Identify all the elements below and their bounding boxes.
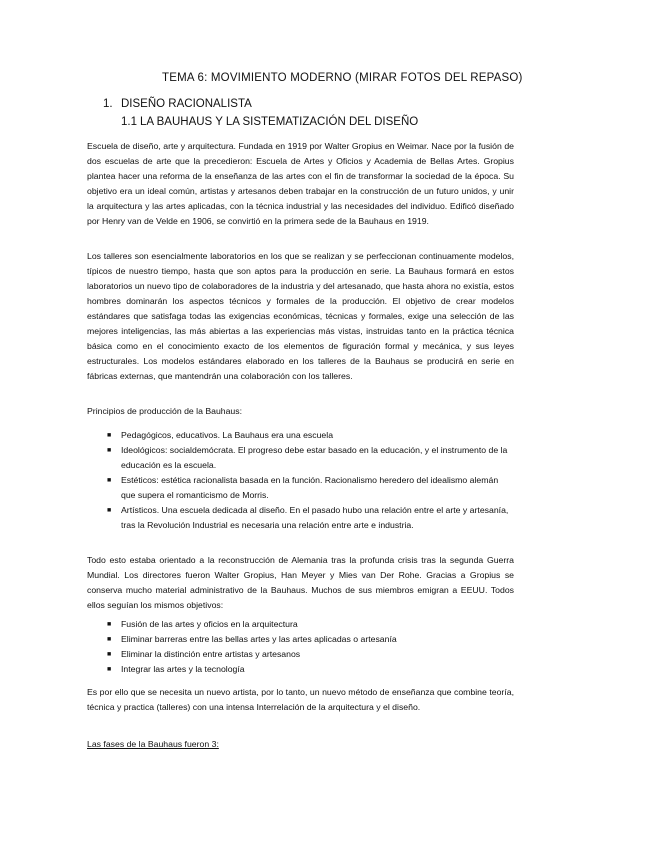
- list-item-text: Eliminar la distinción entre artistas y artesanos: [121, 649, 301, 659]
- list-item-text: Integrar las artes y la tecnología: [121, 664, 245, 674]
- section-label: DISEÑO RACIONALISTA: [121, 98, 252, 110]
- list-item-text: Fusión de las artes y oficios en la arquitectura: [121, 619, 298, 629]
- list-item: [107, 617, 510, 632]
- list-item-text: Pedagógicos, educativos. La Bauhaus era una escuela: [121, 430, 334, 440]
- subsection-number: 1.1: [121, 116, 137, 128]
- list-item-text: Ideológicos: socialdemócrata. El progreso debe estar basado en la educación, y el instrumento de la educación es la escuela.: [121, 445, 508, 470]
- page-title: TEMA 6: MOVIMIENTO MODERNO (MIRAR FOTOS DEL REPASO): [162, 72, 523, 84]
- list-item: [107, 503, 510, 533]
- subsection-heading: [121, 116, 418, 128]
- list-item: [107, 428, 510, 443]
- section-number: 1.: [103, 98, 113, 110]
- list-item: [107, 662, 510, 677]
- section-heading: [103, 98, 252, 110]
- paragraph-workshops: Los talleres son esencialmente laboratorios en los que se realizan y se perfeccionan continuamente modelos, típicos de nuestro tiempo, hasta que son aptos para la producción en serie. La Bauhaus formará en estos laboratorios un nuevo tipo de colaboradores de la industria y del artesanado, que hasta ahora no existía, estos hombres dominarán los aspectos técnicos y formales de la producción. El objetivo de crear modelos estándares que satisfaga todas las exigencias económicas, técnicas y formales, exige una selección de las mejores inteligencias, las más abiertas a las experiencias más vistas, instruidas tanto en la práctica técnica básica como en el conocimiento exacto de los elementos de figuración formal y mecánica, y sus leyes estructurales. Los modelos estándares elaborado en los talleres de la Bauhaus se producirá en serie en fábricas externas, que mantendrán una colaboración con los talleres.: [87, 251, 514, 381]
- principles-list: [107, 428, 510, 533]
- list-item: [107, 473, 510, 503]
- list-item-text: Artísticos. Una escuela dedicada al diseño. En el pasado hubo una relación entre el arte y artesanía, tras la Revolución Industrial es necesaria una relación entre arte e industria.: [121, 505, 509, 530]
- bullet-icon: ■: [107, 666, 112, 673]
- bullet-icon: ■: [107, 447, 112, 454]
- list-item: [107, 443, 510, 473]
- bullet-icon: ■: [107, 621, 112, 628]
- list-item: [107, 647, 510, 662]
- paragraph-new-artist: Es por ello que se necesita un nuevo artista, por lo tanto, un nuevo método de enseñanza que combine teoría, técnica y practica (talleres) con una intensa Interrelación de la arquitectura y el diseño.: [87, 687, 514, 712]
- bullet-icon: ■: [107, 651, 112, 658]
- bullet-icon: ■: [107, 432, 112, 439]
- objectives-list: [107, 617, 510, 677]
- paragraph-principles-intro: Principios de producción de la Bauhaus:: [87, 406, 243, 416]
- bullet-icon: ■: [107, 507, 112, 514]
- list-item: [107, 632, 510, 647]
- subsection-label: LA BAUHAUS Y LA SISTEMATIZACIÓN DEL DISEÑO: [140, 116, 419, 128]
- bullet-icon: ■: [107, 636, 112, 643]
- phases-heading: Las fases de la Bauhaus fueron 3:: [87, 739, 219, 749]
- paragraph-reconstruction: Todo esto estaba orientado a la reconstrucción de Alemania tras la profunda crisis tras la segunda Guerra Mundial. Los directores fueron Walter Gropius, Han Meyer y Mies van Der Rohe. Gracias a Gropius se conserva mucho material administrativo de la Bauhaus. Muchos de sus miembros emigran a EEUU. Todos ellos seguían los mismos objetivos:: [87, 555, 514, 610]
- list-item-text: Eliminar barreras entre las bellas artes y las artes aplicadas o artesanía: [121, 634, 397, 644]
- bullet-icon: ■: [107, 477, 112, 484]
- paragraph-intro: Escuela de diseño, arte y arquitectura. Fundada en 1919 por Walter Gropius en Weimar. Nace por la fusión de dos escuelas de arte que la precedieron: Escuela de Artes y Oficios y Academia de Bellas Artes. Gropius plantea hacer una reforma de la enseñanza de las artes con el fin de transformar la sociedad de la época. Su objetivo era un ideal común, artistas y artesanos deben trabajar en la construcción de un futuro unidos, y unir la arquitectura y las artes aplicadas, con la técnica industrial y las necesidades del individuo. Edificó diseñado por Henry van de Velde en 1906, se convirtió en la primera sede de la Bauhaus en 1919.: [87, 141, 514, 226]
- list-item-text: Estéticos: estética racionalista basada en la función. Racionalismo heredero del idealismo alemán que supera el romanticismo de Morris.: [121, 475, 499, 500]
